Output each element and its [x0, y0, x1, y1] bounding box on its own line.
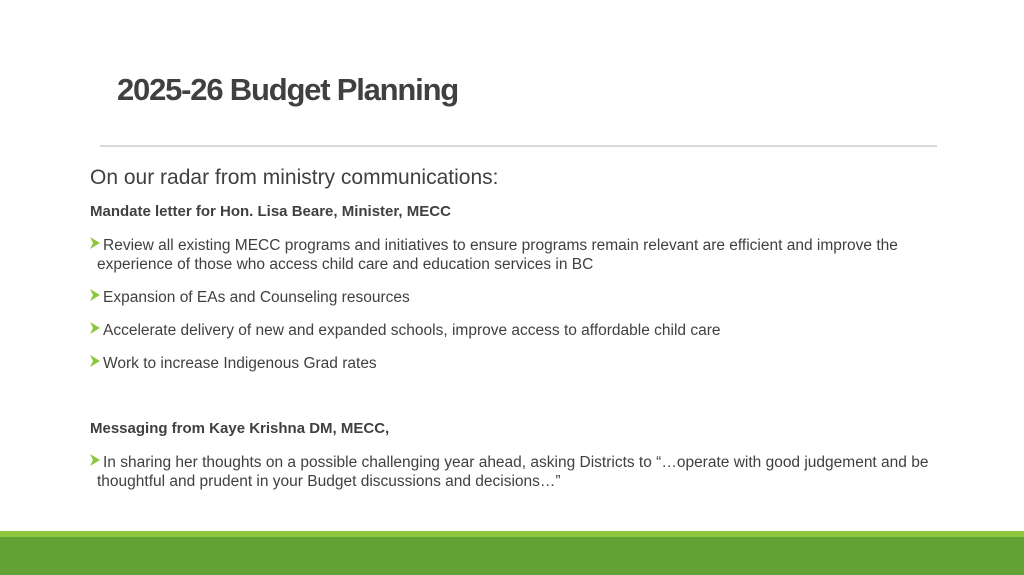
list-item [90, 354, 950, 373]
bullet-text: Review all existing MECC programs and initiatives to ensure programs remain relevant are efficient and improve the experience of those who access child care and education services in BC [97, 237, 898, 273]
bullet-text: Accelerate delivery of new and expanded schools, improve access to affordable child care [103, 322, 721, 339]
list-item [90, 321, 950, 340]
footer-band [0, 537, 1024, 575]
arrowhead-bullet-icon [90, 355, 100, 367]
section-spacer [90, 387, 950, 420]
arrowhead-bullet-icon [90, 289, 100, 301]
section-heading-messaging: Messaging from Kaye Krishna DM, MECC, [90, 420, 390, 437]
bullet-text: Work to increase Indigenous Grad rates [103, 355, 377, 372]
lead-text: On our radar from ministry communications: [90, 166, 499, 189]
list-item [90, 236, 950, 274]
list-item [90, 453, 950, 491]
arrowhead-bullet-icon [90, 322, 100, 334]
list-item [90, 288, 950, 307]
bullet-text: Expansion of EAs and Counseling resources [103, 289, 410, 306]
arrowhead-bullet-icon [90, 237, 100, 249]
title-divider [100, 145, 937, 147]
bullet-text: In sharing her thoughts on a possible challenging year ahead, asking Districts to “…operate with good judgement and be thoughtful and prudent in your Budget discussions and decisions…” [97, 454, 929, 490]
slide-title: 2025-26 Budget Planning [117, 72, 459, 107]
slide-body [90, 166, 950, 505]
arrowhead-bullet-icon [90, 454, 100, 466]
section-heading-mandate: Mandate letter for Hon. Lisa Beare, Minister, MECC [90, 203, 451, 220]
